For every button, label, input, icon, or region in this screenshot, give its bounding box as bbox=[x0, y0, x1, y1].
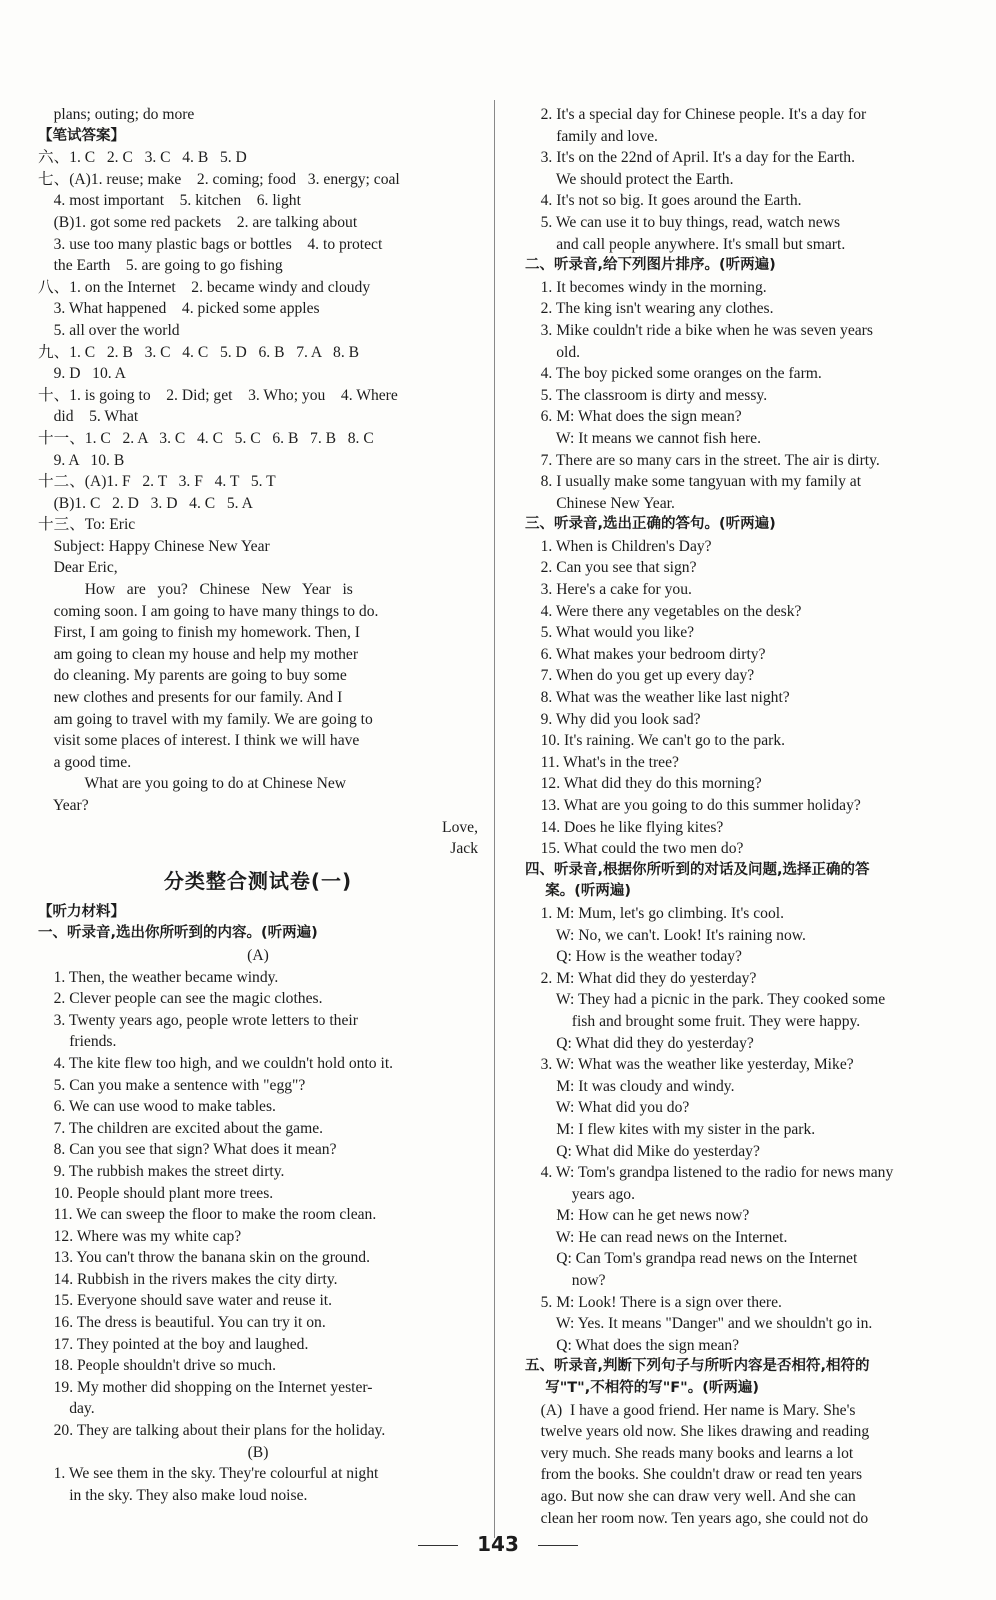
text-line: 9. The rubbish makes the street dirty. bbox=[38, 1162, 285, 1180]
text-line: W: It means we cannot fish here. bbox=[525, 429, 761, 447]
text-line: 13. You can't throw the banana skin on the ground. bbox=[38, 1249, 370, 1267]
text-line: Chinese New Year. bbox=[525, 494, 675, 512]
text-line: M: It was cloudy and windy. bbox=[525, 1077, 735, 1095]
text-line: 9. D 10. A bbox=[38, 365, 126, 383]
text-line: W: He can read news on the Internet. bbox=[525, 1228, 788, 1246]
text-line: visit some places of interest. I think we will have bbox=[38, 732, 360, 750]
text-line: 7. The children are excited about the game. bbox=[38, 1119, 324, 1137]
text-line: 1. It becomes windy in the morning. bbox=[525, 278, 767, 296]
text-line: 5. The classroom is dirty and messy. bbox=[525, 386, 768, 404]
text-line: friends. bbox=[38, 1033, 117, 1051]
text-line: 2. Can you see that sign? bbox=[525, 559, 697, 577]
text-line: 14. Does he like flying kites? bbox=[525, 818, 724, 836]
text-line: 6. What makes your bedroom dirty? bbox=[525, 645, 766, 663]
text-line: and call people anywhere. It's small but smart. bbox=[525, 235, 846, 253]
text-line: 6. We can use wood to make tables. bbox=[38, 1098, 276, 1116]
text-line: 十一、1. C 2. A 3. C 4. C 5. C 6. B 7. B 8. C bbox=[38, 429, 374, 447]
text-line: W: Yes. It means "Danger" and we shouldn't go in. bbox=[525, 1315, 873, 1333]
text-line: the Earth 5. are going to go fishing bbox=[38, 257, 283, 275]
text-line: fish and brought some fruit. They were happy. bbox=[525, 1012, 861, 1030]
text-line: 2. It's a special day for Chinese people. It's a day for bbox=[525, 106, 867, 123]
text-line: 16. The dress is beautiful. You can try it on. bbox=[38, 1314, 326, 1332]
text-line: 5. M: Look! There is a sign over there. bbox=[525, 1293, 782, 1311]
text-line: Jack bbox=[450, 840, 478, 858]
text-line: 3. It's on the 22nd of April. It's a day for the Earth. bbox=[525, 149, 855, 167]
text-line: 6. M: What does the sign mean? bbox=[525, 408, 742, 426]
text-line: 3. What happened 4. picked some apples bbox=[38, 300, 320, 318]
text-line: W: No, we can't. Look! It's raining now. bbox=[525, 926, 806, 944]
text-line: 10. It's raining. We can't go to the park. bbox=[525, 732, 786, 750]
text-line: 4. The boy picked some oranges on the farm. bbox=[525, 365, 822, 383]
section-heading: 【听力材料】 bbox=[38, 903, 125, 920]
text-line: am going to clean my house and help my mother bbox=[38, 645, 359, 663]
text-line: (B)1. got some red packets 2. are talking about bbox=[38, 213, 358, 231]
section-heading: 写"T",不相符的写"F"。(听两遍) bbox=[525, 1380, 759, 1397]
text-line: 3. Twenty years ago, people wrote letters to their bbox=[38, 1011, 358, 1029]
text-line: 10. People should plant more trees. bbox=[38, 1184, 274, 1202]
page-footer bbox=[0, 1532, 996, 1556]
text-line: 4. It's not so big. It goes around the Earth. bbox=[525, 192, 802, 210]
text-line: 4. W: Tom's grandpa listened to the radio for news many bbox=[525, 1164, 894, 1182]
text-line: 1. When is Children's Day? bbox=[525, 537, 712, 555]
text-line: Q: What does the sign mean? bbox=[525, 1336, 740, 1354]
text-line: 14. Rubbish in the rivers makes the city dirty. bbox=[38, 1270, 338, 1288]
text-line: 9. A 10. B bbox=[38, 451, 125, 469]
section-heading: 五、听录音,判断下列句子与所听内容是否相符,相符的 bbox=[525, 1358, 870, 1375]
text-line: (A) bbox=[247, 946, 269, 964]
text-line: plans; outing; do more bbox=[38, 106, 195, 123]
text-line: do cleaning. My parents are going to buy some bbox=[38, 667, 347, 685]
text-line: 八、1. on the Internet 2. became windy and cloudy bbox=[38, 278, 371, 296]
text-line: 13. What are you going to do this summer holiday? bbox=[525, 797, 861, 814]
text-line: We should protect the Earth. bbox=[525, 170, 734, 188]
section-heading: 三、听录音,选出正确的答句。(听两遍) bbox=[525, 516, 776, 533]
text-line: 六、1. C 2. C 3. C 4. B 5. D bbox=[38, 149, 247, 167]
text-line: 1. Then, the weather became windy. bbox=[38, 968, 279, 986]
text-line: 12. Where was my white cap? bbox=[38, 1227, 242, 1245]
text-line: 九、1. C 2. B 3. C 4. C 5. D 6. B 7. A 8. B bbox=[38, 343, 360, 361]
text-line: First, I am going to finish my homework. Then, I bbox=[38, 624, 360, 642]
text-line: Q: Can Tom's grandpa read news on the Internet bbox=[525, 1250, 858, 1268]
text-line: 8. Can you see that sign? What does it mean? bbox=[38, 1141, 337, 1159]
text-line: 12. What did they do this morning? bbox=[525, 775, 762, 793]
text-line: 5. all over the world bbox=[38, 321, 180, 339]
text-line: 19. My mother did shopping on the Internet yester- bbox=[38, 1378, 373, 1396]
page-number: 143 bbox=[477, 1532, 519, 1556]
right-column bbox=[525, 104, 973, 1529]
text-line: 15. What could the two men do? bbox=[525, 840, 744, 858]
text-line: 2. Clever people can see the magic clothes. bbox=[38, 990, 323, 1008]
text-line: 3. W: What was the weather like yesterday, Mike? bbox=[525, 1056, 854, 1074]
text-line: 4. most important 5. kitchen 6. light bbox=[38, 192, 301, 210]
text-line: 4. The kite flew too high, and we couldn't hold onto it. bbox=[38, 1054, 394, 1072]
text-line: 1. We see them in the sky. They're colourful at night bbox=[38, 1465, 379, 1483]
section-title: 分类整合测试卷(一) bbox=[163, 868, 353, 893]
section-heading: 【笔试答案】 bbox=[38, 127, 125, 144]
text-line: Year? bbox=[38, 797, 89, 814]
text-line: (B) bbox=[247, 1443, 269, 1461]
text-line: 十二、(A)1. F 2. T 3. F 4. T 5. T bbox=[38, 473, 276, 491]
text-line: coming soon. I am going to have many things to do. bbox=[38, 602, 379, 620]
text-line: How are you? Chinese New Year is bbox=[38, 581, 353, 599]
text-line: Q: How is the weather today? bbox=[525, 948, 742, 966]
text-line: Subject: Happy Chinese New Year bbox=[38, 537, 270, 555]
footer-dash-right bbox=[538, 1545, 578, 1546]
text-line: 七、(A)1. reuse; make 2. coming; food 3. energy; coal bbox=[38, 170, 400, 188]
text-line: am going to travel with my family. We are going to bbox=[38, 710, 373, 728]
text-line: Q: What did they do yesterday? bbox=[525, 1034, 754, 1052]
text-line: 8. What was the weather like last night? bbox=[525, 689, 790, 707]
text-line: now? bbox=[525, 1272, 606, 1290]
text-line: did 5. What bbox=[38, 408, 139, 426]
text-line: 十三、To: Eric bbox=[38, 516, 136, 534]
text-line: a good time. bbox=[38, 753, 132, 771]
text-line: What are you going to do at Chinese New bbox=[38, 775, 347, 793]
text-line: 20. They are talking about their plans for the holiday. bbox=[38, 1422, 386, 1440]
text-line: 2. The king isn't wearing any clothes. bbox=[525, 300, 774, 318]
section-heading: 二、听录音,给下列图片排序。(听两遍) bbox=[525, 257, 776, 274]
text-line: 3. Here's a cake for you. bbox=[525, 581, 692, 599]
left-column bbox=[38, 104, 478, 1506]
text-line: 1. M: Mum, let's go climbing. It's cool. bbox=[525, 904, 785, 922]
text-line: 17. They pointed at the boy and laughed. bbox=[38, 1335, 309, 1353]
text-line: family and love. bbox=[525, 127, 658, 145]
text-line: 7. When do you get up every day? bbox=[525, 667, 755, 685]
section-heading: 案。(听两遍) bbox=[525, 883, 631, 900]
text-line: 5. Can you make a sentence with "egg"? bbox=[38, 1076, 306, 1094]
text-line: day. bbox=[38, 1400, 95, 1418]
text-line: 2. M: What did they do yesterday? bbox=[525, 969, 757, 987]
column-divider bbox=[494, 100, 495, 1538]
text-line: 9. Why did you look sad? bbox=[525, 710, 701, 728]
text-line: 5. We can use it to buy things, read, watch news bbox=[525, 213, 841, 231]
text-line: clean her room now. Ten years ago, she could not do bbox=[525, 1509, 869, 1527]
text-line: 15. Everyone should save water and reuse it. bbox=[38, 1292, 333, 1310]
text-line: 十、1. is going to 2. Did; get 3. Who; you 4. Where bbox=[38, 386, 398, 404]
text-line: Q: What did Mike do yesterday? bbox=[525, 1142, 760, 1160]
text-line: 18. People shouldn't drive so much. bbox=[38, 1357, 276, 1375]
text-line: 3. use too many plastic bags or bottles 4. to protect bbox=[38, 235, 383, 253]
text-line: 5. What would you like? bbox=[525, 624, 695, 642]
text-line: M: I flew kites with my sister in the park. bbox=[525, 1120, 816, 1138]
section-heading: 四、听录音,根据你所听到的对话及问题,选择正确的答 bbox=[525, 861, 870, 878]
text-line: twelve years old now. She likes drawing and reading bbox=[525, 1423, 870, 1441]
text-line: 7. There are so many cars in the street. The air is dirty. bbox=[525, 451, 880, 469]
text-line: years ago. bbox=[525, 1185, 635, 1203]
text-line: new clothes and presents for our family. And I bbox=[38, 689, 343, 707]
text-line: in the sky. They also make loud noise. bbox=[38, 1486, 308, 1504]
text-line: very much. She reads many books and learns a lot bbox=[525, 1444, 854, 1462]
text-line: ago. But now she can draw very well. And she can bbox=[525, 1488, 856, 1505]
text-line: 8. I usually make some tangyuan with my family at bbox=[525, 473, 862, 491]
text-line: 11. What's in the tree? bbox=[525, 753, 679, 771]
text-line: 4. Were there any vegetables on the desk? bbox=[525, 602, 802, 620]
text-line: M: How can he get news now? bbox=[525, 1207, 750, 1225]
footer-dash-left bbox=[418, 1545, 458, 1546]
text-line: (A) I have a good friend. Her name is Mary. She's bbox=[525, 1401, 856, 1419]
text-line: W: They had a picnic in the park. They cooked some bbox=[525, 991, 886, 1009]
text-line: W: What did you do? bbox=[525, 1099, 690, 1117]
text-line: Dear Eric, bbox=[38, 559, 118, 577]
text-line: from the books. She couldn't draw or read ten years bbox=[525, 1466, 863, 1484]
text-line: 3. Mike couldn't ride a bike when he was seven years bbox=[525, 321, 873, 339]
section-heading: 一、听录音,选出你所听到的内容。(听两遍) bbox=[38, 925, 318, 942]
text-line: 11. We can sweep the floor to make the room clean. bbox=[38, 1206, 377, 1224]
text-line: Love, bbox=[442, 818, 478, 836]
text-line: old. bbox=[525, 343, 581, 361]
text-line: (B)1. C 2. D 3. D 4. C 5. A bbox=[38, 494, 253, 512]
